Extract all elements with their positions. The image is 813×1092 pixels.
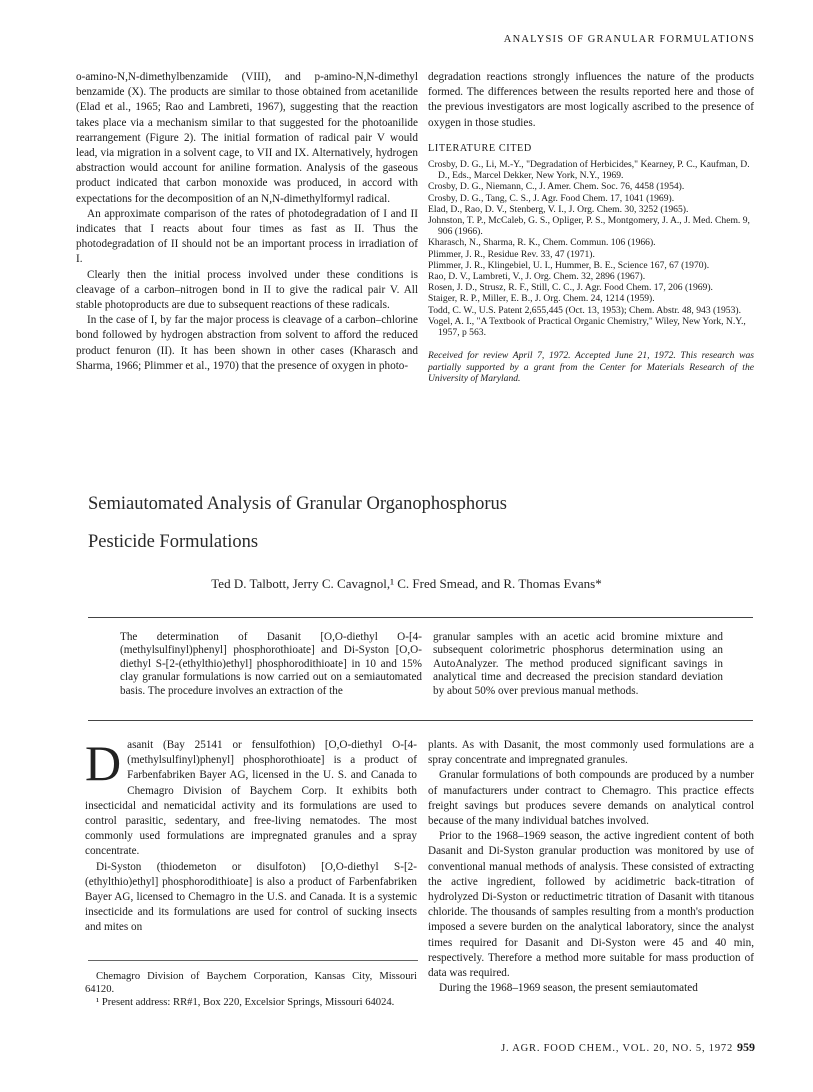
affiliation-footnote: Chemagro Division of Baychem Corporation, Kansas City, Missouri 64120. (85, 971, 417, 996)
reference-item: Crosby, D. G., Niemann, C., J. Amer. Chem. Soc. 76, 4458 (1954). (428, 181, 685, 193)
reference-item: Plimmer, J. R., Residue Rev. 33, 47 (1971). (428, 248, 595, 260)
journal-citation: J. AGR. FOOD CHEM., VOL. 20, NO. 5, 1972 (501, 1043, 733, 1054)
abstract-bottom-rule (88, 720, 753, 721)
previous-article-left-column (76, 70, 418, 374)
footnote-rule (88, 960, 418, 961)
paragraph: degradation reactions strongly influences the nature of the products formed. The differences between the results reported here and those of the previous investigators are most logically ascribed to the presence of oxygen in those studies. (428, 71, 754, 129)
body-right-column (428, 738, 754, 996)
paragraph: Granular formulations of both compounds are produced by a number of manufacturers under contract to Chemagro. This practice effects freight savings but produces severe demands on analytical control because of the many individual batches involved. (428, 769, 754, 828)
reference-item: Crosby, D. G., Li, M.-Y., "Degradation of Herbicides," Kearney, P. C., Kaufman, D. D., Eds., Marcel Dekker, New York, N.Y., 1969. (428, 159, 750, 182)
article-title-line-2: Pesticide Formulations (88, 532, 259, 552)
paragraph: Prior to the 1968–1969 season, the active ingredient content of both Dasanit and Di-Syston granular production was monitored by use of conventional manual methods of analysis. These consisted of extracting the active ingredient, followed by acidimetric back-titration of hydrolyzed Di-Syston or reductimetric titration of Dasanit with titanous chloride. The thousands of samples resulting from a month's production imposed a severe burden on the analytical laboratory, since the analyst times required for Dasanit and Di-Syston were 45 and 40 min, respectively. Therefore a method more suitable for mass production of data was required. (428, 830, 754, 980)
author-line: Ted D. Talbott, Jerry C. Cavagnol,¹ C. Fred Smead, and R. Thomas Evans* (211, 576, 602, 591)
footnotes (85, 970, 417, 1010)
reference-list (428, 159, 754, 338)
paragraph: Clearly then the initial process involved under these conditions is cleavage of a carbon–nitrogen bond in II to give the radical pair V. All stable photoproducts are due to subsequent reactions of these radicals. (76, 268, 418, 312)
paragraph: In the case of I, by far the major process is cleavage of a carbon–chlorine bond followed by hydrogen abstraction from solvent to afford the reduced product fenuron (II). It has been shown in other cases (Kharasch and Sharma, 1966; Plimmer et al., 1970) that the presence of oxygen in photo- (76, 314, 418, 372)
paragraph: During the 1968–1969 season, the present semiautomated (439, 982, 698, 995)
reference-item: Crosby, D. G., Tang, C. S., J. Agr. Food Chem. 17, 1041 (1969). (428, 192, 675, 204)
page-number: 959 (737, 1040, 755, 1054)
paragraph: o-amino-N,N-dimethylbenzamide (VIII), and p-amino-N,N-dimethyl benzamide (X). The products are similar to those obtained from acetanilide (Elad et al., 1965; Rao and Lambreti, 1967), suggesting that the reaction takes place via a mechanism similar to that suggested for the photoanilide rearrangement (Figure 2). The initial formation of radical pair V would lead, via migration in a solvent cage, to VII and IX. Alternatively, hydrogen abstraction would account for aniline formation. Analysis of the gaseous product indicated that carbon monoxide was produced, in accord with expectations for the decomposition of an N,N-dimethylformyl radical. (76, 71, 418, 205)
abstract-right: granular samples with an acetic acid bromine mixture and subsequent colorimetric phosphorus determination using an AutoAnalyzer. The method produced significant savings in analytical time and decreased the precision standard deviation by about 50% over previous manual methods. (433, 631, 723, 697)
article-title-line-1: Semiautomated Analysis of Granular Organophosphorus (88, 494, 507, 514)
drop-cap: D (85, 735, 122, 791)
paragraph: plants. As with Dasanit, the most commonly used formulations are a spray concentrate and impregnated granules. (428, 739, 754, 767)
literature-cited-heading: LITERATURE CITED (428, 142, 532, 154)
abstract-top-rule (88, 617, 753, 618)
address-footnote: ¹ Present address: RR#1, Box 220, Excelsior Springs, Missouri 64024. (96, 997, 395, 1009)
previous-article-right-column (428, 70, 754, 384)
first-paragraph (85, 735, 417, 860)
reference-item: Todd, C. W., U.S. Patent 2,655,445 (Oct. 13, 1953); Chem. Abstr. 48, 943 (1953). (428, 304, 741, 316)
reference-item: Johnston, T. P., McCaleb, G. S., Opliger, P. S., Montgomery, J. A., J. Med. Chem. 9, 906 (1966). (428, 215, 750, 238)
reference-item: Plimmer, J. R., Klingebiel, U. I., Hummer, B. E., Science 167, 67 (1970). (428, 259, 710, 271)
paragraph: Di-Syston (thiodemeton or disulfoton) [O,O-diethyl S-[2-(ethylthio)ethyl] phosphorodithioate] is also a product of Farbenfabriken Bayer AG, licensed to Chemagro in the U.S. and Canada. It is a systemic insecticide and its formulations are used for control of sucking insects and mites on (85, 860, 417, 934)
body-left-column (85, 735, 417, 936)
journal-footer (501, 1040, 755, 1055)
reference-item: Rao, D. V., Lambreti, V., J. Org. Chem. 32, 2896 (1967). (428, 271, 646, 283)
reference-item: Staiger, R. P., Miller, E. B., J. Org. Chem. 24, 1214 (1959). (428, 293, 655, 305)
paragraph-text: asanit (Bay 25141 or fensulfothion) [O,O-diethyl O-[4-(methylsulfinyl)phenyl] phosphorothioate] is a product of Farbenfabriken Bayer AG, licensed in the U. S. and Canada to Chemagro Division of Baychem Corp. It exhibits both insecticidal and nematicidal activity and its formulations are used to control parasitic, sedentary, and free-living nematodes. The most commonly used formulations are impregnated granules and a spray concentrate. (85, 739, 417, 858)
reference-item: Kharasch, N., Sharma, R. K., Chem. Commun. 106 (1966). (428, 237, 656, 249)
reference-item: Vogel, A. I., "A Textbook of Practical Organic Chemistry," Wiley, New York, N.Y., 1957, p 563. (428, 315, 746, 339)
received-note: Received for review April 7, 1972. Accepted June 21, 1972. This research was partially supported by a grant from the Center for Materials Research of the University of Maryland. (428, 350, 754, 385)
abstract-left: The determination of Dasanit [O,O-diethyl O-[4-(methylsulfinyl)phenyl] phosphorothioate] and Di-Syston [O,O-diethyl S-[2-(ethylthio)ethyl] phosphorodithioate] in 10 and 15% clay granular formulations is now carried out on a semiautomated basis. The procedure involves an extraction of the (120, 631, 422, 697)
reference-item: Elad, D., Rao, D. V., Stenberg, V. I., J. Org. Chem. 30, 3252 (1965). (428, 203, 689, 215)
running-head: ANALYSIS OF GRANULAR FORMULATIONS (503, 34, 755, 45)
paragraph: An approximate comparison of the rates of photodegradation of I and II indicates that I reacts about four times as fast as II. Thus the photodegradation of II should not be an important process in irradiation of I. (76, 207, 418, 266)
reference-item: Rosen, J. D., Strusz, R. F., Still, C. C., J. Agr. Food Chem. 17, 206 (1969). (428, 282, 713, 294)
